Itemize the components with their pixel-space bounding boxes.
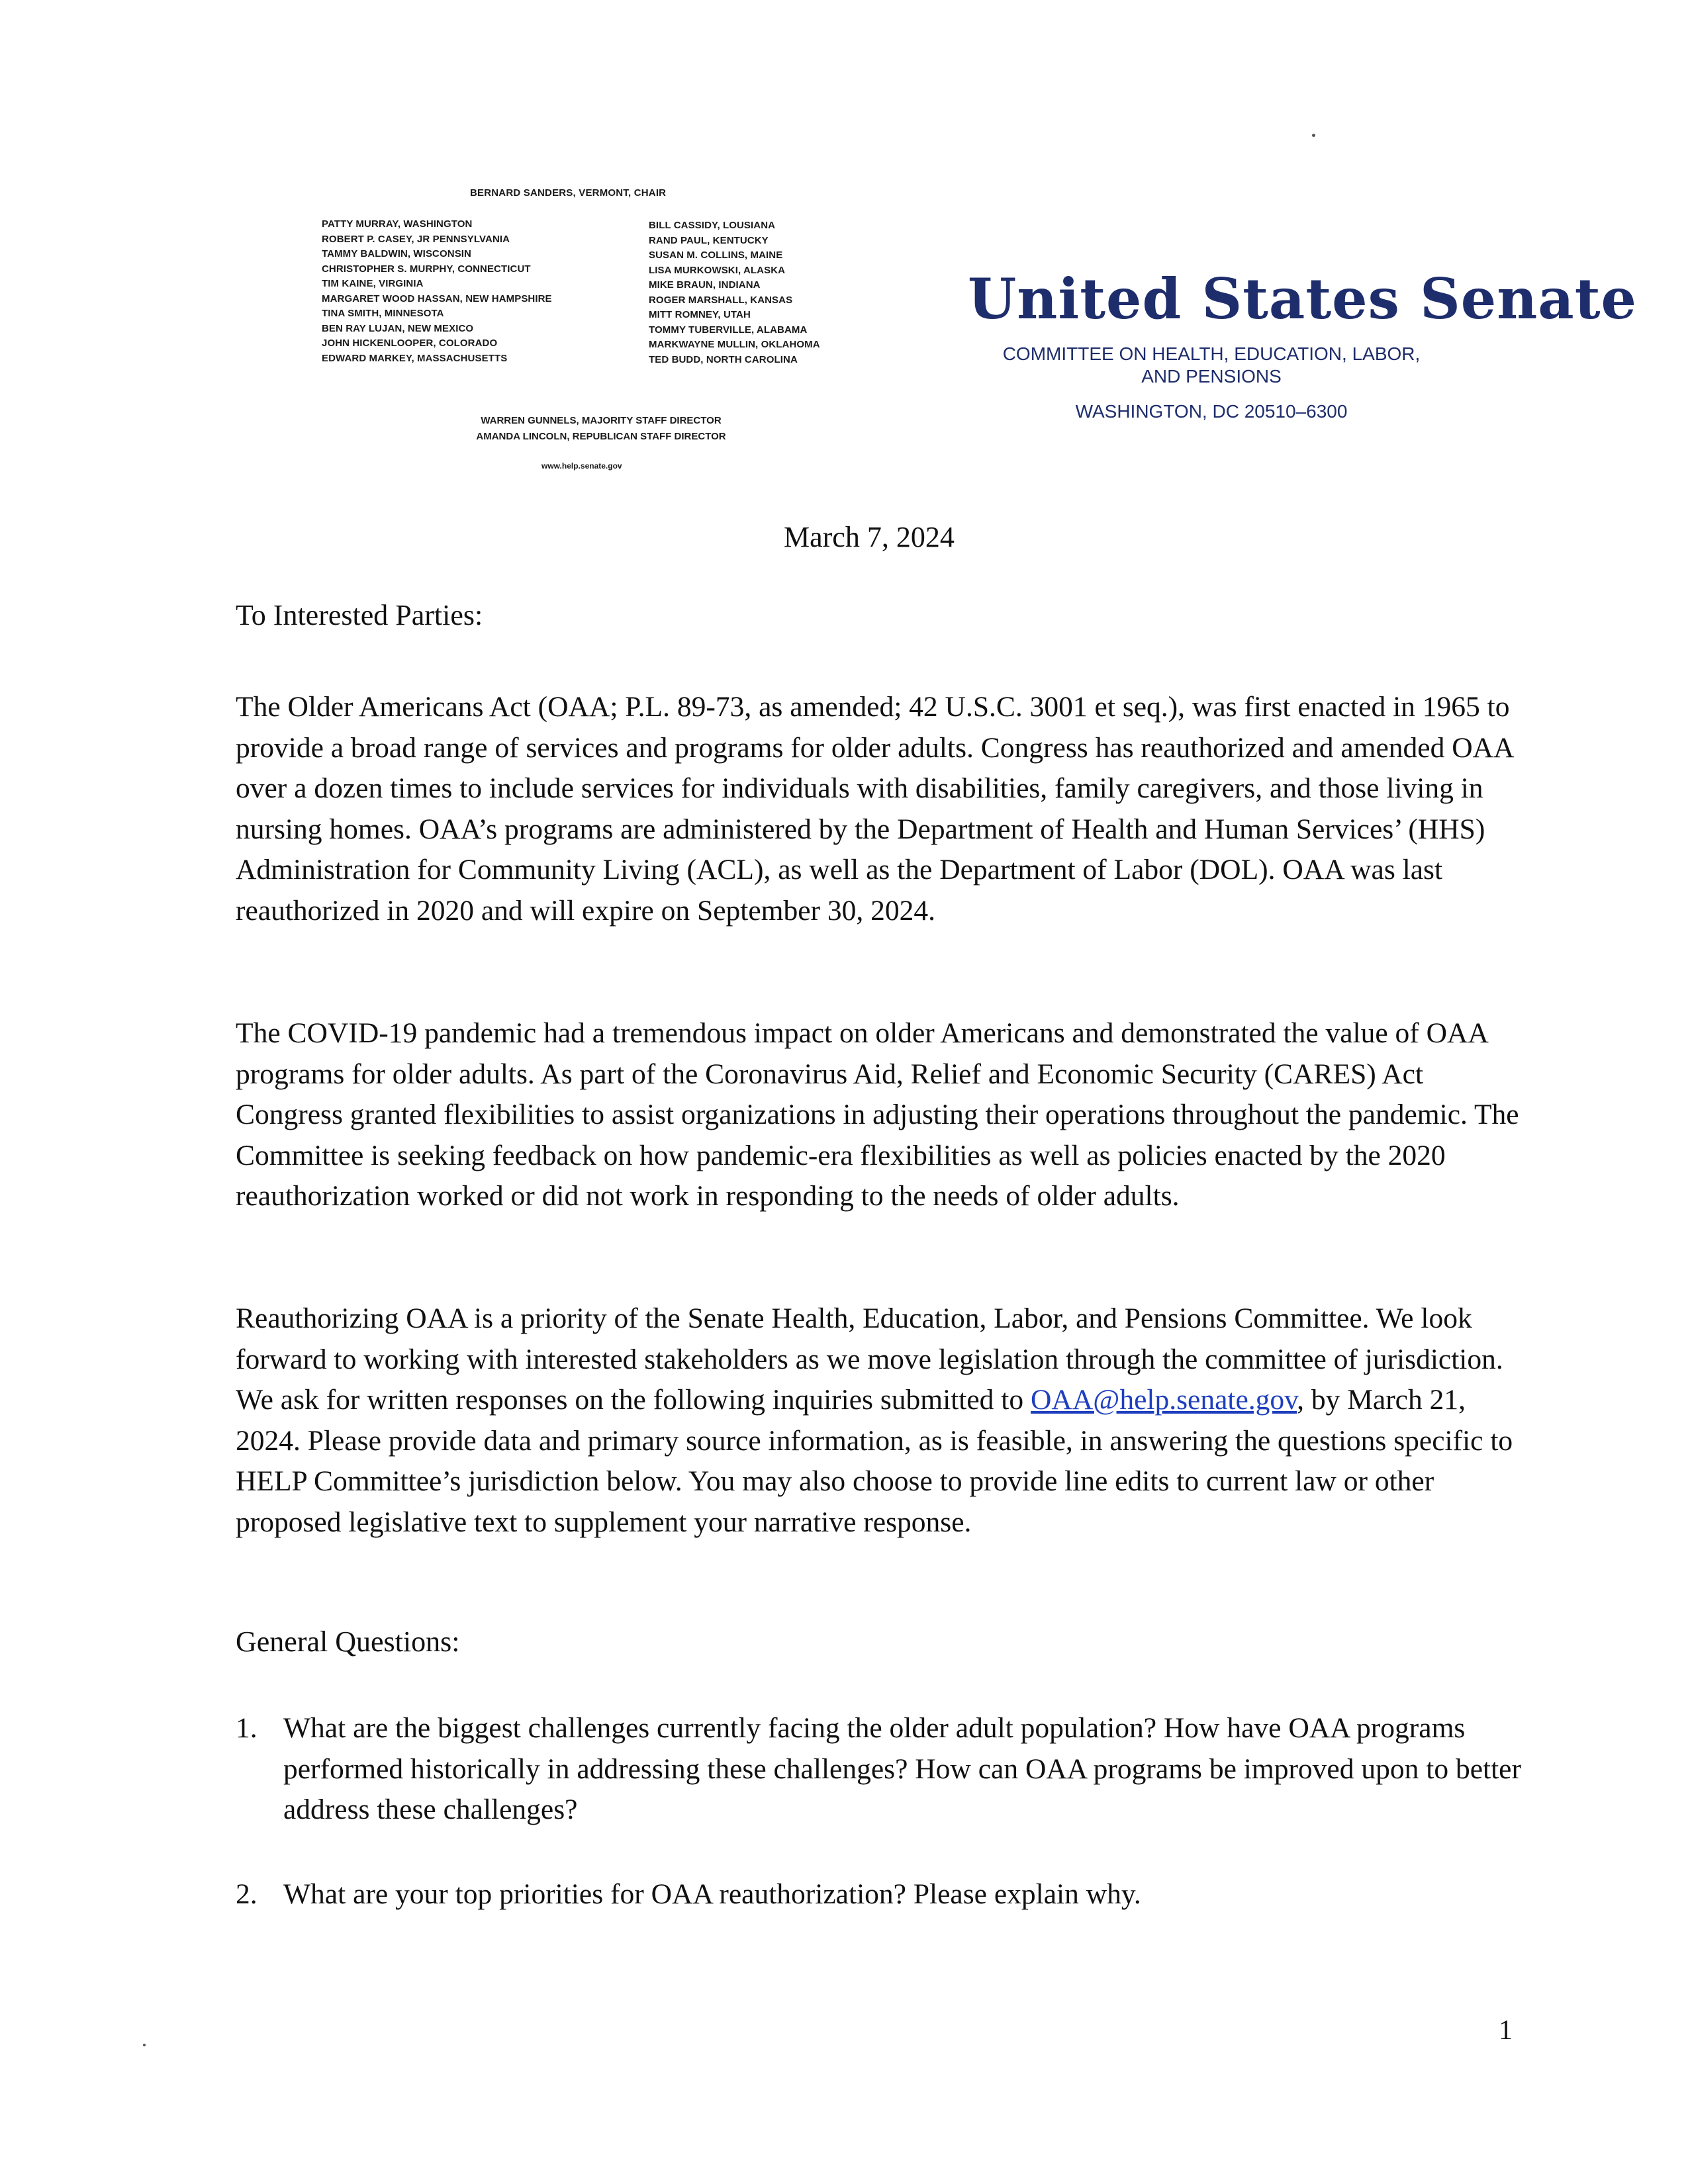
- minority-members-list: [649, 218, 820, 367]
- page-number: 1: [1499, 2015, 1513, 2046]
- salutation: To Interested Parties:: [236, 599, 483, 631]
- member-name: ROGER MARSHALL, KANSAS: [649, 294, 793, 306]
- member-name: MARKWAYNE MULLIN, OKLAHOMA: [649, 339, 820, 350]
- question-text: What are the biggest challenges currently facing the older adult population? How have OAA programs performed historically in addressing these challenges? How can OAA programs be improved upon to better address these challenges?: [283, 1712, 1521, 1825]
- committee-name-line: AND PENSIONS: [1141, 366, 1282, 387]
- email-link[interactable]: OAA@help.senate.gov: [1031, 1384, 1297, 1416]
- member-name: BILL CASSIDY, LOUSIANA: [649, 220, 776, 231]
- committee-website[interactable]: www.help.senate.gov: [541, 461, 622, 471]
- letter-date: March 7, 2024: [784, 521, 955, 553]
- majority-members-list: [322, 217, 552, 366]
- member-name: PATTY MURRAY, WASHINGTON: [322, 218, 473, 230]
- member-name: MARGARET WOOD HASSAN, NEW HAMPSHIRE: [322, 293, 552, 304]
- member-name: BEN RAY LUJAN, NEW MEXICO: [322, 322, 474, 334]
- committee-name-line: COMMITTEE ON HEALTH, EDUCATION, LABOR,: [1002, 343, 1421, 364]
- member-name: TAMMY BALDWIN, WISCONSIN: [322, 248, 471, 259]
- scan-speck: [1312, 134, 1315, 137]
- member-name: ROBERT P. CASEY, JR PENNSYLVANIA: [322, 233, 510, 245]
- paragraph-text: Reauthorizing OAA is a priority of the Senate Health, Education, Labor, and Pensions Committee. We look forward to working with interested stakeholders as we move legislation through the committee of jurisdiction. We ask for written responses on the following inquiries submitted to: [236, 1302, 1503, 1416]
- member-name: CHRISTOPHER S. MURPHY, CONNECTICUT: [322, 263, 531, 275]
- member-name: MITT ROMNEY, UTAH: [649, 309, 751, 320]
- question-number: 1.: [236, 1712, 258, 1744]
- committee-name: [966, 343, 1456, 388]
- general-questions-heading: General Questions:: [236, 1625, 460, 1658]
- member-name: JOHN HICKENLOOPER, COLORADO: [322, 338, 498, 349]
- paragraph-covid-impact: The COVID-19 pandemic had a tremendous impact on older Americans and demonstrated the value of OAA programs for older adults. As part of the Coronavirus Aid, Relief and Economic Security (CARES) Act Congress granted flexibilities to assist organizations in adjusting their operations throughout the pandemic. The Committee is seeking feedback on how pandemic-era flexibilities as well as policies enacted by the 2020 reauthorization worked or did not work in responding to the needs of older adults.: [236, 1017, 1519, 1212]
- committee-chair: BERNARD SANDERS, VERMONT, CHAIR: [470, 187, 667, 199]
- staff-directors: [442, 413, 760, 445]
- member-name: TIM KAINE, VIRGINIA: [322, 278, 424, 289]
- paragraph-oaa-background: The Older Americans Act (OAA; P.L. 89-73, as amended; 42 U.S.C. 3001 et seq.), was first enacted in 1965 to provide a broad range of services and programs for older adults. Congress has reauthorized and amended OAA over a dozen times to include services for individuals with disabilities, family caregivers, and those living in nursing homes. OAA’s programs are administered by the Department of Health and Human Services’ (HHS) Administration for Community Living (ACL), as well as the Department of Labor (DOL). OAA was last reauthorized in 2020 and will expire on September 30, 2024.: [236, 691, 1513, 927]
- question-number: 2.: [236, 1878, 258, 1910]
- majority-staff-director: WARREN GUNNELS, MAJORITY STAFF DIRECTOR: [481, 415, 722, 426]
- question-item: [236, 1708, 1533, 1831]
- member-name: LISA MURKOWSKI, ALASKA: [649, 264, 786, 276]
- member-name: TED BUDD, NORTH CAROLINA: [649, 353, 798, 365]
- member-name: SUSAN M. COLLINS, MAINE: [649, 250, 783, 261]
- question-text: What are your top priorities for OAA reauthorization? Please explain why.: [283, 1878, 1141, 1910]
- member-name: TOMMY TUBERVILLE, ALABAMA: [649, 324, 808, 336]
- member-name: TINA SMITH, MINNESOTA: [322, 308, 444, 319]
- committee-address: WASHINGTON, DC 20510–6300: [1075, 401, 1348, 422]
- republican-staff-director: AMANDA LINCOLN, REPUBLICAN STAFF DIRECTOR: [476, 431, 726, 442]
- paragraph-request-responses: [236, 1298, 1533, 1543]
- paragraph-text: , by March 21, 2024. Please provide data and primary source information, as is feasible, in answering the questions specific to HELP Committee’s jurisdiction below. You may also choose to provide line edits to current law or other proposed legislative text to supplement your narrative response.: [236, 1384, 1513, 1538]
- senate-title: United States Senate: [968, 266, 1637, 332]
- member-name: RAND PAUL, KENTUCKY: [649, 234, 769, 246]
- member-name: EDWARD MARKEY, MASSACHUSETTS: [322, 352, 508, 364]
- scan-speck: [143, 2044, 146, 2046]
- member-name: MIKE BRAUN, INDIANA: [649, 279, 761, 291]
- question-item: [236, 1874, 1533, 1915]
